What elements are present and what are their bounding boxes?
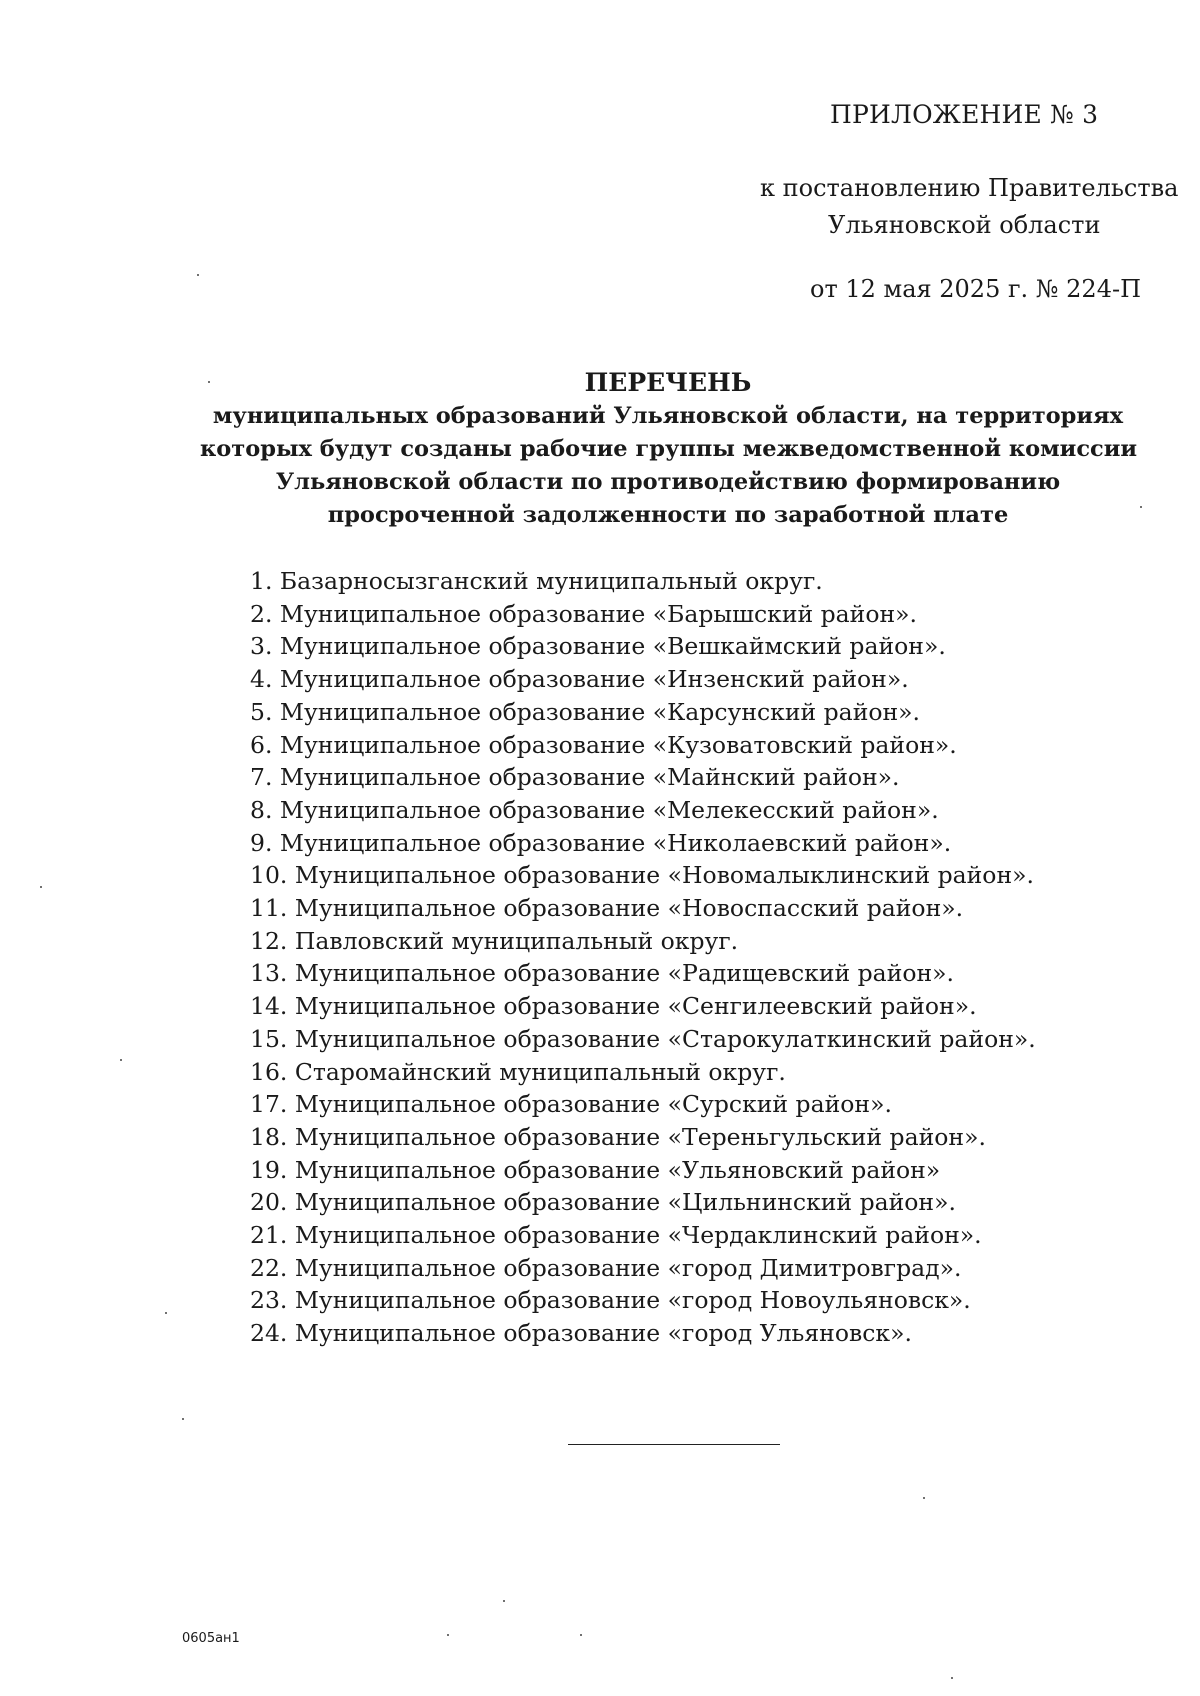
list-item: 8. Муниципальное образование «Мелекесский район». <box>250 795 939 824</box>
list-item: 21. Муниципальное образование «Чердаклинский район». <box>250 1221 982 1250</box>
scan-speck <box>165 1312 167 1314</box>
scan-speck <box>182 1418 184 1420</box>
subtitle-line: муниципальных образований Ульяновской области, на территориях <box>212 403 1124 429</box>
list-item: 18. Муниципальное образование «Тереньгульский район». <box>250 1122 986 1151</box>
list-item: 20. Муниципальное образование «Цильнинский район». <box>250 1188 956 1217</box>
scan-speck <box>447 1634 449 1636</box>
list-item: 14. Муниципальное образование «Сенгилеевский район». <box>250 992 977 1021</box>
list-item: 9. Муниципальное образование «Николаевский район». <box>250 828 952 857</box>
list-item: 24. Муниципальное образование «город Ульяновск». <box>250 1319 912 1348</box>
list-item: 7. Муниципальное образование «Майнский район». <box>250 763 900 792</box>
document-code: 0605ан1 <box>182 1631 240 1646</box>
appendix-label: ПРИЛОЖЕНИЕ № 3 <box>830 100 1099 129</box>
list-item: 5. Муниципальное образование «Карсунский район». <box>250 697 921 726</box>
list-title: ПЕРЕЧЕНЬ <box>584 368 752 397</box>
list-item: 17. Муниципальное образование «Сурский район». <box>250 1090 892 1119</box>
scan-speck <box>580 1634 582 1636</box>
resolution-reference <box>760 170 1179 244</box>
list-item: 22. Муниципальное образование «город Димитровград». <box>250 1253 962 1282</box>
list-item: 6. Муниципальное образование «Кузоватовский район». <box>250 730 957 759</box>
list-item: 23. Муниципальное образование «город Новоульяновск». <box>250 1286 971 1315</box>
scan-speck <box>208 381 210 383</box>
resolution-line-1: к постановлению Правительства <box>760 174 1179 202</box>
scan-speck <box>923 1497 925 1499</box>
scan-speck <box>197 274 199 276</box>
subtitle-line: которых будут созданы рабочие группы межведомственной комиссии <box>200 436 1138 462</box>
list-item: 3. Муниципальное образование «Вешкаймский район». <box>250 632 946 661</box>
list-item: 2. Муниципальное образование «Барышский район». <box>250 599 917 628</box>
list-item: 11. Муниципальное образование «Новоспасский район». <box>250 894 964 923</box>
list-subtitle <box>200 400 1136 532</box>
list-item: 4. Муниципальное образование «Инзенский район». <box>250 665 909 694</box>
scan-speck <box>40 886 42 888</box>
subtitle-line: просроченной задолженности по заработной плате <box>327 502 1009 528</box>
municipality-list <box>250 565 1036 1350</box>
scan-speck <box>1140 506 1142 508</box>
list-item: 19. Муниципальное образование «Ульяновский район» <box>250 1155 941 1184</box>
subtitle-line: Ульяновской области по противодействию формированию <box>275 469 1061 495</box>
list-item: 10. Муниципальное образование «Новомалыклинский район». <box>250 861 1034 890</box>
scan-speck <box>951 1677 953 1679</box>
resolution-line-2: Ульяновской области <box>828 211 1101 239</box>
list-item: 12. Павловский муниципальный округ. <box>250 926 739 955</box>
list-item: 13. Муниципальное образование «Радищевский район». <box>250 959 955 988</box>
scan-speck <box>503 1600 505 1602</box>
list-item: 16. Старомайнский муниципальный округ. <box>250 1057 786 1086</box>
list-item: 15. Муниципальное образование «Старокулаткинский район». <box>250 1024 1036 1053</box>
scan-speck <box>120 1059 122 1061</box>
resolution-date: от 12 мая 2025 г. № 224-П <box>810 275 1141 303</box>
closing-separator-line <box>568 1444 780 1445</box>
list-item: 1. Базарносызганский муниципальный округ. <box>250 567 823 595</box>
